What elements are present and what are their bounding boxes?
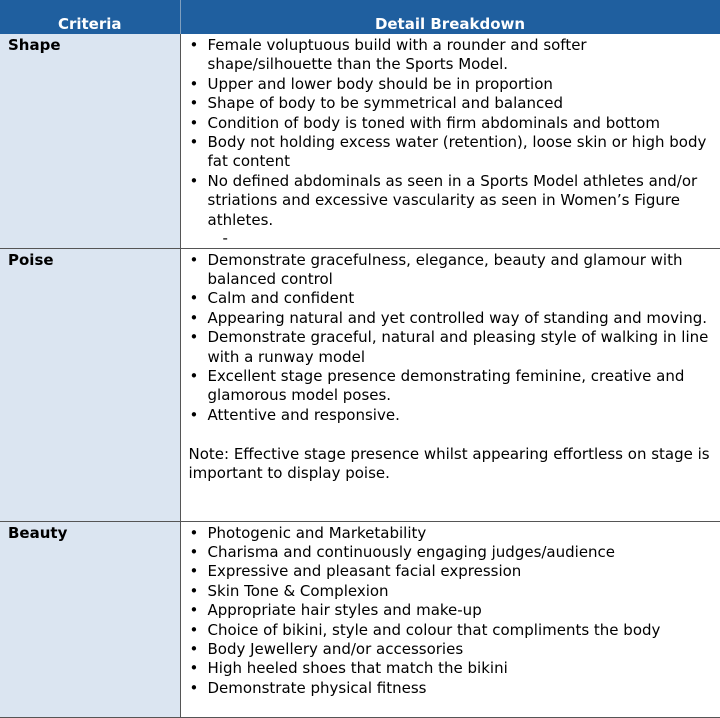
list-item: • Condition of body is toned with firm abdominals and bottom: [189, 114, 716, 133]
list-item: • Choice of bikini, style and colour that compliments the body: [189, 621, 716, 640]
detail-cell-poise: [180, 248, 720, 521]
detail-cell-shape: [180, 34, 720, 248]
list-item: • No defined abdominals as seen in a Sports Model athletes and/or striations and excessive vascularity as seen in Women’s Figure athletes.: [189, 172, 716, 230]
list-item: • Excellent stage presence demonstrating feminine, creative and glamorous model poses.: [189, 367, 716, 406]
list-item: • Body not holding excess water (retention), loose skin or high body fat content: [189, 133, 716, 172]
list-item: • Expressive and pleasant facial expression: [189, 562, 716, 581]
list-item: • Demonstrate graceful, natural and pleasing style of walking in line with a runway model: [189, 328, 716, 367]
list-item: • Shape of body to be symmetrical and balanced: [189, 94, 716, 113]
list-item: • Demonstrate gracefulness, elegance, beauty and glamour with balanced control: [189, 251, 716, 290]
list-item: • Female voluptuous build with a rounder and softer shape/silhouette than the Sports Model.: [189, 36, 716, 75]
list-item: • Calm and confident: [189, 289, 716, 308]
list-item: • Upper and lower body should be in proportion: [189, 75, 716, 94]
detail-header: Detail Breakdown: [180, 0, 720, 34]
list-item: • Attentive and responsive.: [189, 406, 716, 425]
list-item: • Appearing natural and yet controlled way of standing and moving.: [189, 309, 716, 328]
criteria-cell-beauty: Beauty: [0, 521, 180, 717]
list-item: • Charisma and continuously engaging judges/audience: [189, 543, 716, 562]
header-row: [0, 0, 720, 34]
criteria-header: Criteria: [0, 0, 180, 34]
criteria-cell-poise: Poise: [0, 248, 180, 521]
criteria-cell-shape: Shape: [0, 34, 180, 248]
table-row-shape: [0, 34, 720, 248]
poise-bullet-list: [189, 251, 716, 426]
detail-cell-beauty: [180, 521, 720, 717]
list-item: • Body Jewellery and/or accessories: [189, 640, 716, 659]
table-row-poise: [0, 248, 720, 521]
list-item: • Skin Tone & Complexion: [189, 582, 716, 601]
table-row-beauty: [0, 521, 720, 717]
poise-note: Note: Effective stage presence whilst appearing effortless on stage is important to display poise.: [188, 444, 710, 482]
list-item: • Appropriate hair styles and make-up: [189, 601, 716, 620]
beauty-bullet-list: [189, 524, 716, 699]
list-item: • Demonstrate physical fitness: [189, 679, 716, 698]
shape-bullet-list: [189, 36, 716, 230]
list-item: • Photogenic and Marketability: [189, 524, 716, 543]
list-item: • High heeled shoes that match the bikini: [189, 659, 716, 678]
trailing-dash: -: [222, 229, 228, 248]
